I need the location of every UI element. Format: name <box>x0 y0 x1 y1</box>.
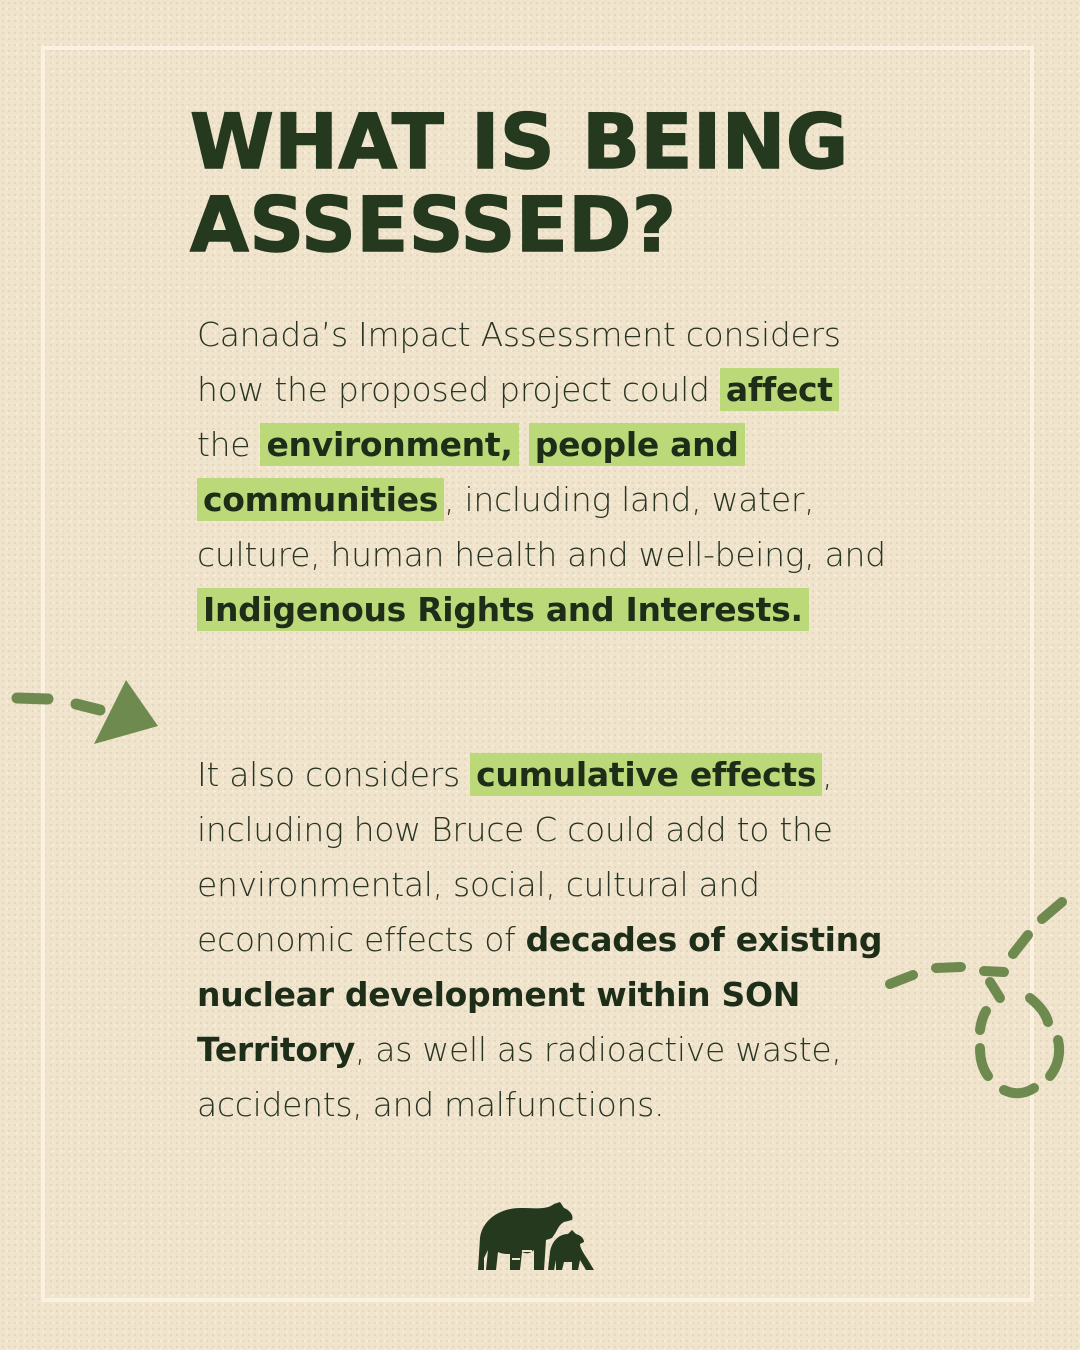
paragraph-impact-assessment <box>197 307 897 637</box>
highlight-people-communities: people and communities <box>197 423 745 521</box>
para2-text-1: It also considers <box>197 755 471 794</box>
highlight-cumulative-effects: cumulative effects <box>470 753 822 796</box>
para2-text-2: , including how Bruce C could add to the environmental, social, cultural and economic effects of <box>197 755 833 959</box>
dashed-arrow-icon <box>8 672 168 752</box>
page-title <box>190 97 970 269</box>
para1-text-3 <box>519 425 529 464</box>
highlight-indigenous-rights: Indigenous Rights and Interests. <box>197 588 809 631</box>
title-line-2: ASSESSED? <box>190 180 677 269</box>
dashed-loop-arrow-icon <box>880 890 1075 1105</box>
bold-existing-nuclear-development: decades of existing nuclear development within SON Territory <box>197 920 883 1069</box>
title-line-1: WHAT IS BEING <box>190 97 849 186</box>
highlight-environment: environment, <box>260 423 518 466</box>
bear-family-logo <box>476 1198 596 1273</box>
para1-text-2: the <box>197 425 261 464</box>
para2-text-3: , as well as radioactive waste, accidents, and malfunctions. <box>197 1030 842 1124</box>
para1-text-4: , including land, water, culture, human health and well-being, and <box>197 480 886 574</box>
para1-text-1: Canada’s Impact Assessment considers how the proposed project could <box>197 315 841 409</box>
paragraph-cumulative-effects <box>197 747 897 1132</box>
highlight-affect: affect <box>720 368 839 411</box>
